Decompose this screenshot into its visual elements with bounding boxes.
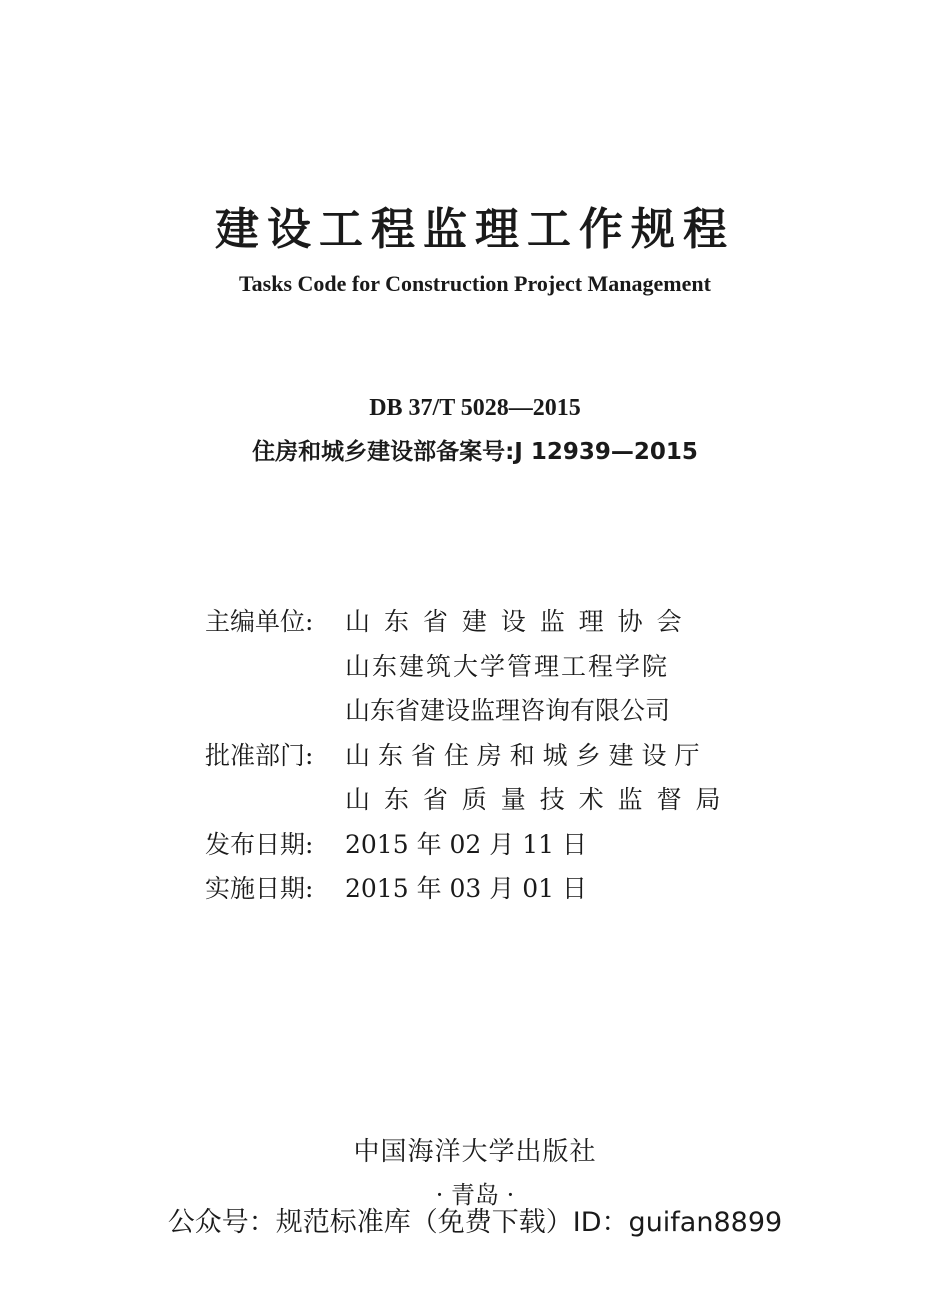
publisher-name: 中国海洋大学出版社 [353, 1137, 597, 1167]
publish-date-label: 发布日期: [205, 829, 314, 859]
standard-number: DB 37/T 5028—2015 [369, 395, 581, 421]
approver-row [205, 734, 724, 779]
editor-unit-2: 山东建筑大学管理工程学院 [345, 651, 670, 681]
editor-row-2 [205, 645, 724, 690]
effective-date-row [205, 867, 724, 912]
editor-row [205, 600, 724, 645]
document-title-english: Tasks Code for Construction Project Management [239, 271, 711, 296]
approver-unit-1: 山 东 省 住 房 和 城 乡 建 设 厅 [345, 740, 700, 770]
approver-row-2 [205, 778, 724, 823]
publisher-city: · 青岛 · [435, 1181, 515, 1209]
publish-date-value: 2015 年 02 月 11 日 [345, 829, 587, 859]
approver-unit-2: 山 东 省 质 量 技 术 监 督 局 [345, 785, 724, 814]
editor-row-3 [205, 689, 724, 734]
watermark-text: 公众号：规范标准库（免费下载）ID：guifan8899 [167, 1207, 783, 1238]
publish-date-row [205, 823, 724, 868]
issuance-info [205, 600, 724, 912]
approver-label: 批准部门: [205, 740, 314, 770]
document-title-chinese: 建设工程监理工作规程 [215, 204, 735, 255]
effective-date-label: 实施日期: [205, 874, 314, 903]
editor-label: 主编单位: [205, 607, 314, 636]
editor-unit-3: 山东省建设监理咨询有限公司 [345, 696, 671, 725]
effective-date-value: 2015 年 03 月 01 日 [345, 874, 587, 903]
editor-unit-1: 山 东 省 建 设 监 理 协 会 [345, 607, 685, 636]
filing-number: 住房和城乡建设部备案号:J 12939—2015 [252, 439, 698, 465]
